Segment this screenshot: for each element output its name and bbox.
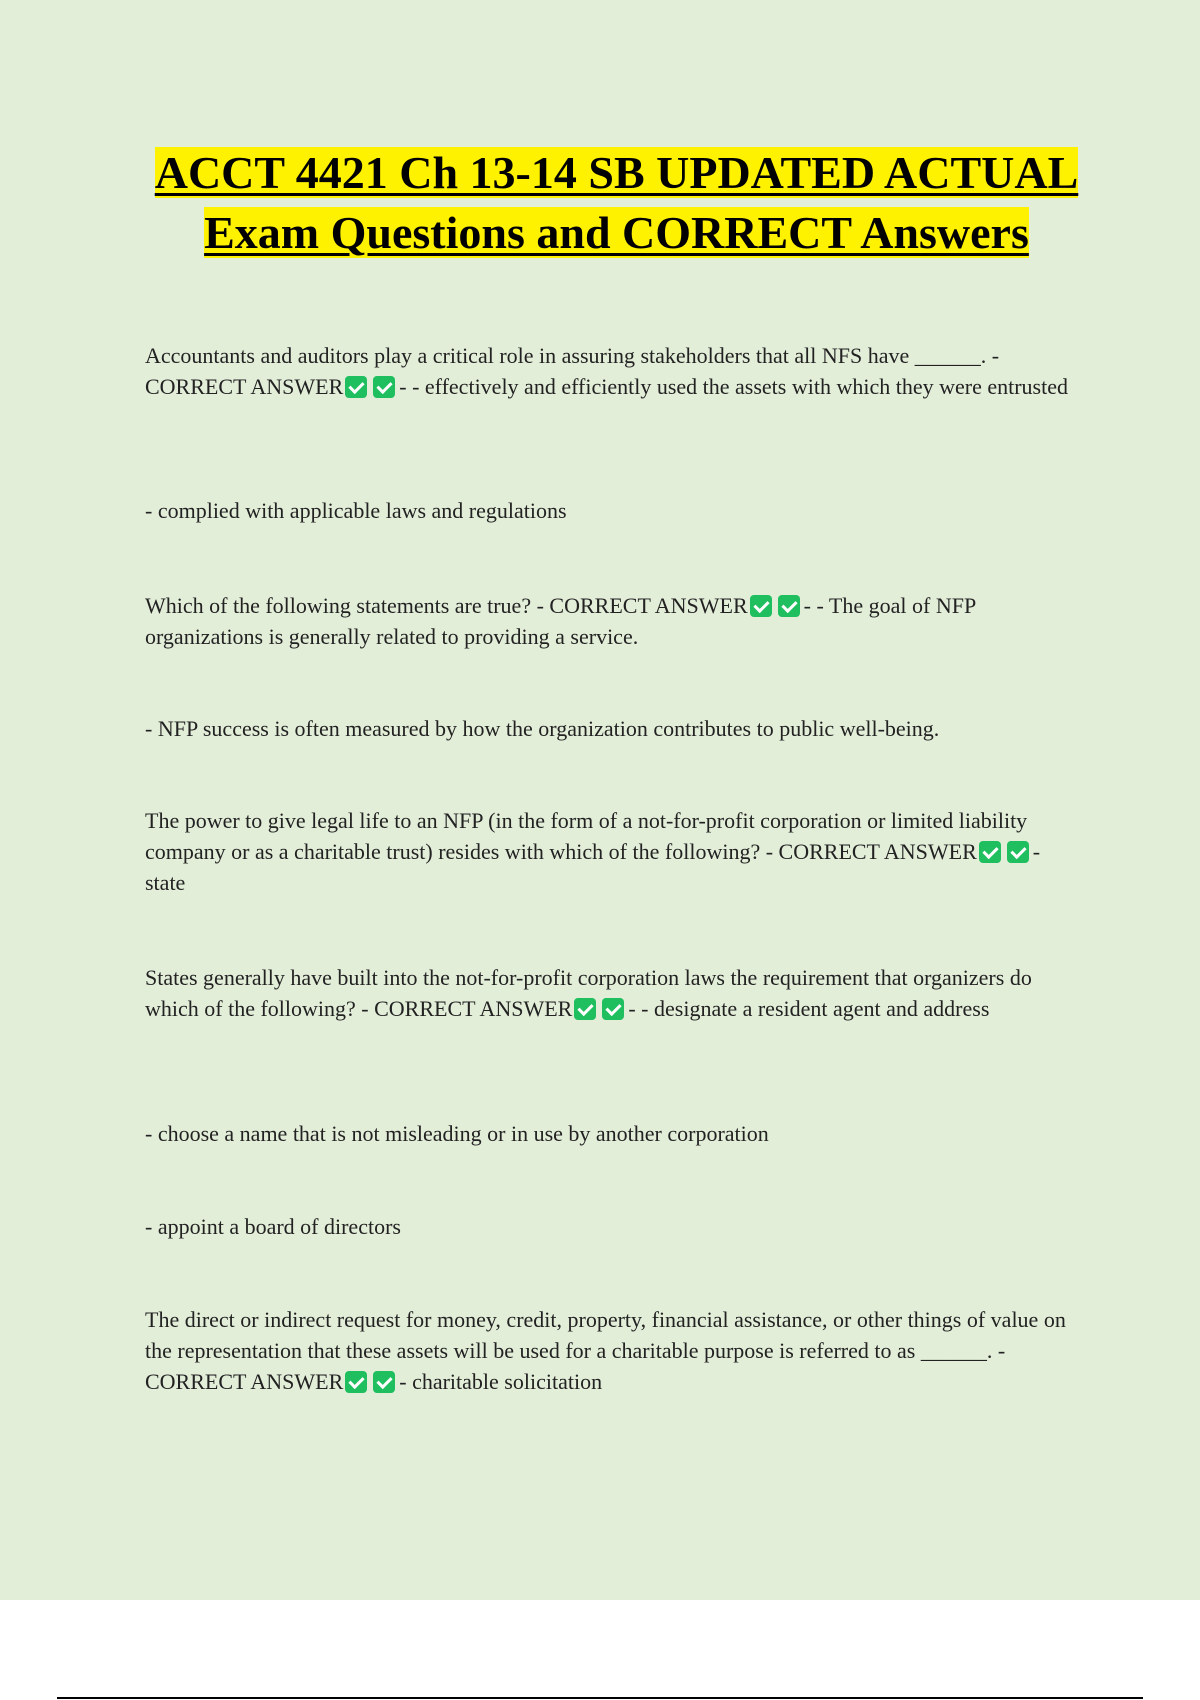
qa-item-4 (145, 962, 1085, 1024)
answer-continuation: - appoint a board of directors (145, 1214, 401, 1239)
question-text: Which of the following statements are true? - (145, 593, 544, 618)
check-icon (345, 376, 367, 398)
check-icon (1007, 841, 1029, 863)
answer-text: - - The goal of NFP organizations is generally related to providing a service. (145, 593, 976, 649)
document-title: ACCT 4421 Ch 13-14 SB UPDATED ACTUAL Exam Questions and CORRECT Answers (154, 147, 1079, 258)
check-icon (979, 841, 1001, 863)
question-text: States generally have built into the not-for-profit corporation laws the requirement that organizers do which of the following? - (145, 965, 1032, 1021)
answer-label: CORRECT ANSWER (145, 374, 344, 399)
answer-label: CORRECT ANSWER (374, 996, 573, 1021)
answer-text: - - effectively and efficiently used the assets with which they were entrusted (399, 374, 1068, 399)
check-icon (778, 595, 800, 617)
answer-label: CORRECT ANSWER (549, 593, 748, 618)
check-icon (373, 1371, 395, 1393)
qa-item-1 (145, 340, 1085, 402)
question-text: The direct or indirect request for money, credit, property, financial assistance, or other things of value on the representation that these assets will be used for a charitable purpose is referred to as ______. - (145, 1307, 1066, 1363)
footer-divider (57, 1697, 1143, 1699)
answer-continuation: - NFP success is often measured by how the organization contributes to public well-being. (145, 716, 940, 741)
question-text: Accountants and auditors play a critical role in assuring stakeholders that all NFS have ______. - (145, 343, 1000, 368)
answer-label: CORRECT ANSWER (145, 1369, 344, 1394)
qa-item-2 (145, 590, 1085, 652)
check-icon (373, 376, 395, 398)
answer-text: - charitable solicitation (399, 1369, 603, 1394)
check-icon (602, 998, 624, 1020)
answer-text: - - designate a resident agent and address (628, 996, 990, 1021)
answer-continuation: - choose a name that is not misleading or in use by another corporation (145, 1121, 769, 1146)
qa-item-5 (145, 1304, 1085, 1397)
title-block (120, 143, 1113, 263)
answer-continuation: - complied with applicable laws and regulations (145, 498, 567, 523)
check-icon (750, 595, 772, 617)
answer-text: - state (145, 839, 1041, 895)
answer-label: CORRECT ANSWER (778, 839, 977, 864)
qa-item-3 (145, 805, 1085, 898)
question-text: The power to give legal life to an NFP (in the form of a not-for-profit corporation or limited liability company or as a charitable trust) resides with which of the following? - (145, 808, 1028, 864)
check-icon (574, 998, 596, 1020)
check-icon (345, 1371, 367, 1393)
